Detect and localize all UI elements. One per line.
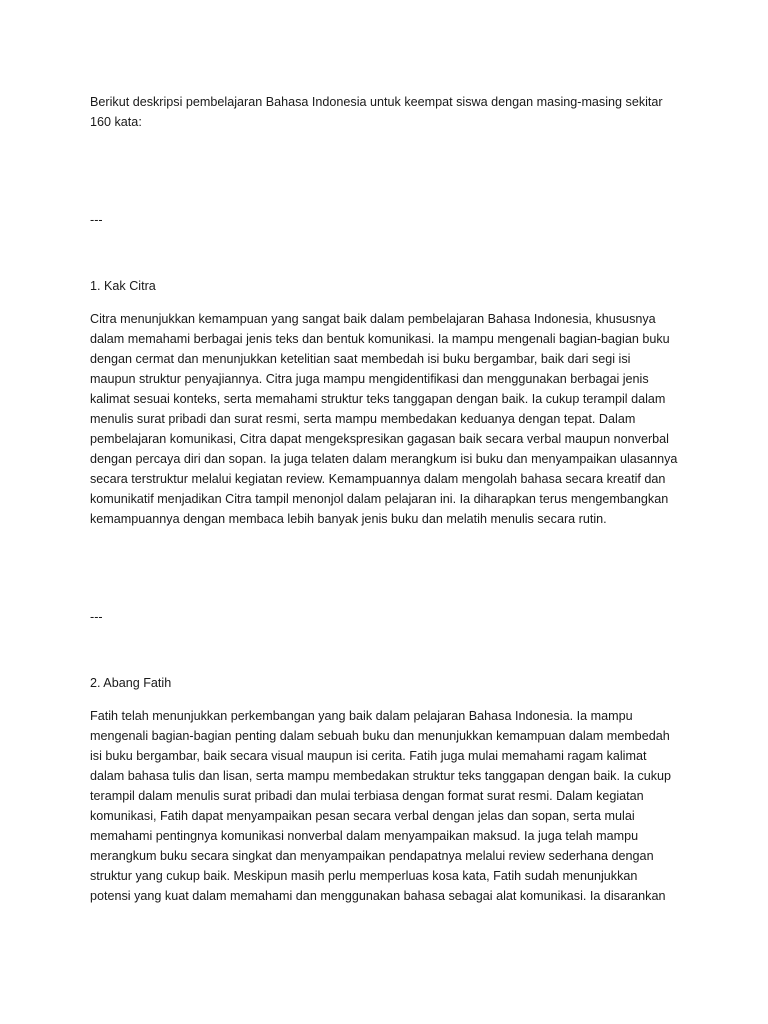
- separator: ---: [90, 213, 103, 227]
- paragraph-line: merangkum buku secara singkat dan menyampaikan pendapatnya melalui review sederhana dengan: [90, 849, 654, 863]
- section-heading: 1. Kak Citra: [90, 279, 156, 293]
- paragraph-line: isi buku bergambar, baik secara visual maupun isi cerita. Fatih juga mulai memahami ragam kalimat: [90, 749, 647, 763]
- section-heading: 2. Abang Fatih: [90, 676, 172, 690]
- paragraph-line: pembelajaran komunikasi, Citra dapat mengekspresikan gagasan baik secara verbal maupun nonverbal: [90, 432, 669, 446]
- paragraph-line: komunikatif menjadikan Citra tampil menonjol dalam pelajaran ini. Ia diharapkan terus mengembangkan: [90, 492, 669, 506]
- paragraph-line: struktur yang cukup baik. Meskipun masih perlu memperluas kosa kata, Fatih sudah menunjukkan: [90, 869, 638, 883]
- paragraph-line: dalam memahami berbagai jenis teks dan bentuk komunikasi. Ia mampu mengenali bagian-bagian buku: [90, 332, 670, 346]
- intro-line: 160 kata:: [90, 115, 142, 129]
- paragraph-line: dengan percaya diri dan sopan. Ia juga telaten dalam merangkum isi buku dan menyampaikan ulasannya: [90, 452, 678, 466]
- paragraph-line: maupun struktur penyajiannya. Citra juga mampu mengidentifikasi dan menggunakan berbagai jenis: [90, 372, 649, 386]
- paragraph-line: komunikasi, Fatih dapat menyampaikan pesan secara verbal dengan jelas dan sopan, serta mulai: [90, 809, 635, 823]
- intro-paragraph: [90, 92, 690, 132]
- separator: ---: [90, 610, 103, 624]
- paragraph-line: terampil dalam menulis surat pribadi dan mulai terbiasa dengan format surat resmi. Dalam kegiatan: [90, 789, 644, 803]
- intro-line: Berikut deskripsi pembelajaran Bahasa Indonesia untuk keempat siswa dengan masing-masing sekitar: [90, 95, 663, 109]
- paragraph-line: kalimat sesuai konteks, serta memahami struktur teks tanggapan dengan baik. Ia cukup terampil dalam: [90, 392, 666, 406]
- paragraph-line: dengan cermat dan menunjukkan ketelitian saat membedah isi buku bergambar, baik dari segi isi: [90, 352, 631, 366]
- paragraph-line: mengenali bagian-bagian penting dalam sebuah buku dan menunjukkan kemampuan dalam membedah: [90, 729, 670, 743]
- section-paragraph: [90, 309, 690, 529]
- section-paragraph: [90, 706, 690, 906]
- paragraph-line: Citra menunjukkan kemampuan yang sangat baik dalam pembelajaran Bahasa Indonesia, khususnya: [90, 312, 656, 326]
- paragraph-line: Fatih telah menunjukkan perkembangan yang baik dalam pelajaran Bahasa Indonesia. Ia mampu: [90, 709, 633, 723]
- paragraph-line: potensi yang kuat dalam memahami dan menggunakan bahasa sebagai alat komunikasi. Ia disarankan: [90, 889, 666, 903]
- paragraph-line: menulis surat pribadi dan surat resmi, serta mampu membedakan keduanya dengan tepat. Dalam: [90, 412, 636, 426]
- paragraph-line: dalam bahasa tulis dan lisan, serta mampu membedakan struktur teks tanggapan dengan baik. Ia cukup: [90, 769, 672, 783]
- paragraph-line: kemampuannya dengan membaca lebih banyak jenis buku dan melatih menulis secara rutin.: [90, 512, 607, 526]
- paragraph-line: secara terstruktur melalui kegiatan review. Kemampuannya dalam mengolah bahasa secara kreatif dan: [90, 472, 666, 486]
- paragraph-line: memahami pentingnya komunikasi nonverbal dalam menyampaikan maksud. Ia juga telah mampu: [90, 829, 639, 843]
